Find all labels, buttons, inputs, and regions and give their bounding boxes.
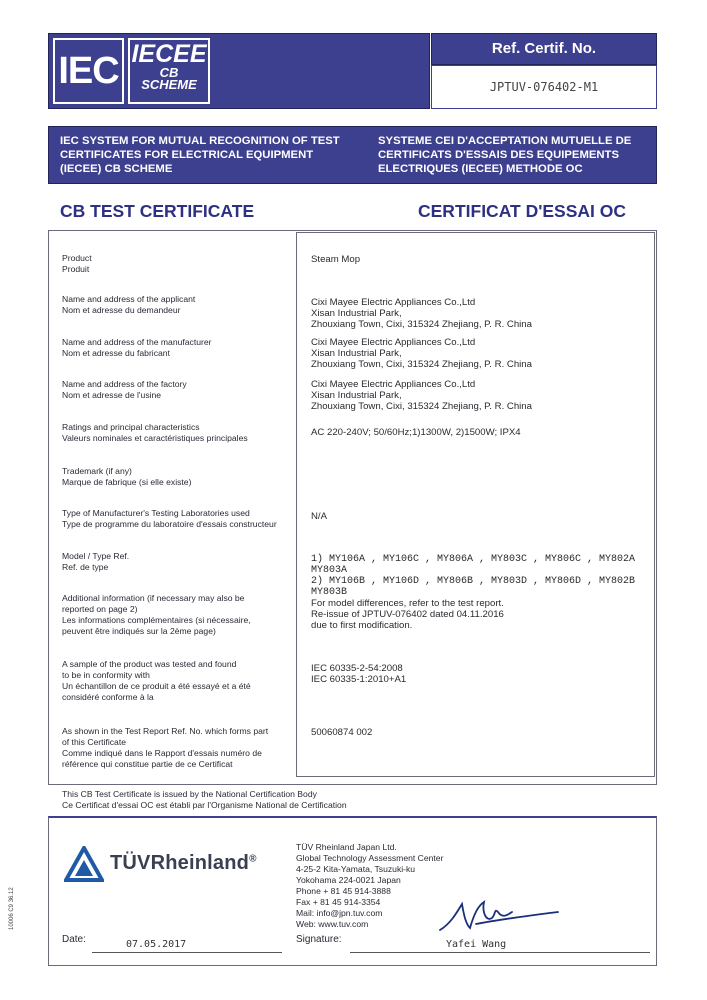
label-fr: Produit <box>62 264 90 274</box>
label-fr: Un échantillon de ce produit a été essayé et a été <box>62 681 251 691</box>
label-fr: référence qui constitue partie de ce Certificat <box>62 759 233 769</box>
label-en: Product <box>62 253 92 263</box>
label-fr: Ref. de type <box>62 562 109 572</box>
cb-scheme-logo <box>131 67 207 91</box>
issuer-line: Yokohama 224-0021 Japan <box>296 875 401 885</box>
label-en: Trademark (if any) <box>62 466 132 476</box>
value-standards <box>311 663 406 685</box>
label-manufacturer <box>62 337 287 359</box>
value-line: Re-issue of JPTUV-076402 dated 04.11.2016 <box>311 609 504 620</box>
value-ratings: AC 220-240V; 50/60Hz;1)1300W, 2)1500W; IPX4 <box>311 427 521 438</box>
value-line: Cixi Mayee Electric Appliances Co.,Ltd <box>311 297 476 308</box>
date-label: Date: <box>62 934 86 945</box>
label-en: Model / Type Ref. <box>62 551 130 561</box>
issuer-line: Phone + 81 45 914-3888 <box>296 886 391 896</box>
label-fr: Nom et adresse du fabricant <box>62 348 170 358</box>
tuv-rheinland-logo <box>110 852 257 875</box>
value-applicant <box>311 297 532 330</box>
value-line: due to first modification. <box>311 620 413 631</box>
band-fr-line: SYSTEME CEI D'ACCEPTATION MUTUELLE DE <box>378 135 632 147</box>
title-english: CB TEST CERTIFICATE <box>60 201 255 221</box>
value-product: Steam Mop <box>311 254 361 265</box>
label-en: of this Certificate <box>62 737 126 747</box>
label-testing-programme <box>62 508 297 530</box>
label-sample-conformity <box>62 659 287 703</box>
value-line: MY803A <box>311 565 348 576</box>
value-line: Zhouxiang Town, Cixi, 315324 Zhejiang, P. R. China <box>311 359 532 370</box>
value-line: Zhouxiang Town, Cixi, 315324 Zhejiang, P. R. China <box>311 319 532 330</box>
issuer-line: TÜV Rheinland Japan Ltd. <box>296 842 397 852</box>
label-en: As shown in the Test Report Ref. No. which forms part <box>62 726 269 736</box>
label-trademark <box>62 466 287 488</box>
date-underline <box>92 952 282 953</box>
issuer-line: 4-25-2 Kita-Yamata, Tsuzuki-ku <box>296 864 416 874</box>
cb-scheme-line2: SCHEME <box>141 77 197 92</box>
label-fr: peuvent être indiqués sur la 2ème page) <box>62 626 216 636</box>
band-fr-line: ELECTRIQUES (IECEE) METHODE OC <box>378 163 583 175</box>
label-fr: Nom et adresse du demandeur <box>62 305 181 315</box>
tuv-logo-text: TÜVRheinland <box>110 852 250 874</box>
label-en: to be in conformity with <box>62 670 150 680</box>
label-additional-info <box>62 593 287 637</box>
issuing-notice <box>62 789 347 811</box>
value-line: IEC 60335-2-54:2008 <box>311 663 403 674</box>
label-fr: considéré conforme à la <box>62 692 154 702</box>
issuer-line: Global Technology Assessment Center <box>296 853 444 863</box>
scheme-band-english <box>60 134 340 176</box>
label-factory <box>62 379 287 401</box>
label-en: Name and address of the manufacturer <box>62 337 212 347</box>
value-model <box>311 554 635 598</box>
label-en: A sample of the product was tested and found <box>62 659 237 669</box>
value-line: Cixi Mayee Electric Appliances Co.,Ltd <box>311 337 476 348</box>
registered-mark: ® <box>249 853 257 865</box>
label-fr: Comme indiqué dans le Rapport d'essais numéro de <box>62 748 262 758</box>
label-en: Name and address of the factory <box>62 379 187 389</box>
scheme-band-french <box>378 134 631 176</box>
value-additional-info <box>311 598 504 631</box>
iecee-logo: IECEE <box>131 40 207 68</box>
value-testing-programme: N/A <box>311 511 327 522</box>
label-en: Additional information (if necessary may also be <box>62 593 245 603</box>
label-fr: Valeurs nominales et caractéristiques principales <box>62 433 248 443</box>
issuer-line: Web: www.tuv.com <box>296 919 369 929</box>
ref-certif-value: JPTUV-076402-M1 <box>431 65 657 109</box>
label-fr: Type de programme du laboratoire d'essais constructeur <box>62 519 277 529</box>
value-factory <box>311 379 532 412</box>
value-line: Zhouxiang Town, Cixi, 315324 Zhejiang, P. R. China <box>311 401 532 412</box>
band-en-line: IEC SYSTEM FOR MUTUAL RECOGNITION OF TEST <box>60 135 340 147</box>
band-en-line: CERTIFICATES FOR ELECTRICAL EQUIPMENT <box>60 149 314 161</box>
value-line: Xisan Industrial Park, <box>311 308 402 319</box>
side-form-code: 10006 C9 36.12 <box>9 887 15 930</box>
notice-fr: Ce Certificat d'essai OC est établi par l'Organisme National de Certification <box>62 800 347 810</box>
issuer-line: Fax + 81 45 914-3354 <box>296 897 381 907</box>
signature-label: Signature: <box>296 934 342 945</box>
value-line: 2) MY106B , MY106D , MY806B , MY803D , MY806D , MY802B <box>311 576 636 587</box>
signature-name: Yafei Wang <box>446 939 507 950</box>
label-en: Type of Manufacturer's Testing Laboratories used <box>62 508 250 518</box>
notice-en: This CB Test Certificate is issued by the National Certification Body <box>62 789 317 799</box>
band-fr-line: CERTIFICATS D'ESSAIS DES EQUIPEMENTS <box>378 149 619 161</box>
tuv-triangle-icon <box>64 846 104 882</box>
value-line: Xisan Industrial Park, <box>311 390 402 401</box>
label-en: reported on page 2) <box>62 604 138 614</box>
iec-logo: IEC <box>53 38 124 104</box>
ref-certif-label: Ref. Certif. No. <box>431 33 657 65</box>
label-ratings <box>62 422 287 444</box>
signature-graphic <box>436 894 566 938</box>
cb-scheme-line1: CB <box>159 65 179 80</box>
label-en: Name and address of the applicant <box>62 294 196 304</box>
value-line: For model differences, refer to the test report. <box>311 598 504 609</box>
value-line: MY803B <box>311 587 348 598</box>
value-line: Cixi Mayee Electric Appliances Co.,Ltd <box>311 379 476 390</box>
label-test-report <box>62 726 290 770</box>
label-product <box>62 253 287 275</box>
label-fr: Nom et adresse de l'usine <box>62 390 162 400</box>
value-line: IEC 60335-1:2010+A1 <box>311 674 407 685</box>
issuer-line: Mail: info@jpn.tuv.com <box>296 908 383 918</box>
label-applicant <box>62 294 287 316</box>
label-model <box>62 551 287 573</box>
value-manufacturer <box>311 337 532 370</box>
value-line: 1) MY106A , MY106C , MY806A , MY803C , MY806C , MY802A <box>311 554 636 565</box>
band-en-line: (IECEE) CB SCHEME <box>60 163 173 175</box>
value-test-report: 50060874 002 <box>311 727 373 738</box>
label-en: Ratings and principal characteristics <box>62 422 200 432</box>
date-value: 07.05.2017 <box>126 939 187 950</box>
issuer-address <box>296 842 443 930</box>
value-line: Xisan Industrial Park, <box>311 348 402 359</box>
label-fr: Marque de fabrique (si elle existe) <box>62 477 192 487</box>
title-french: CERTIFICAT D'ESSAI OC <box>418 201 627 221</box>
signature-underline <box>350 952 650 953</box>
label-fr: Les informations complémentaires (si nécessaire, <box>62 615 251 625</box>
